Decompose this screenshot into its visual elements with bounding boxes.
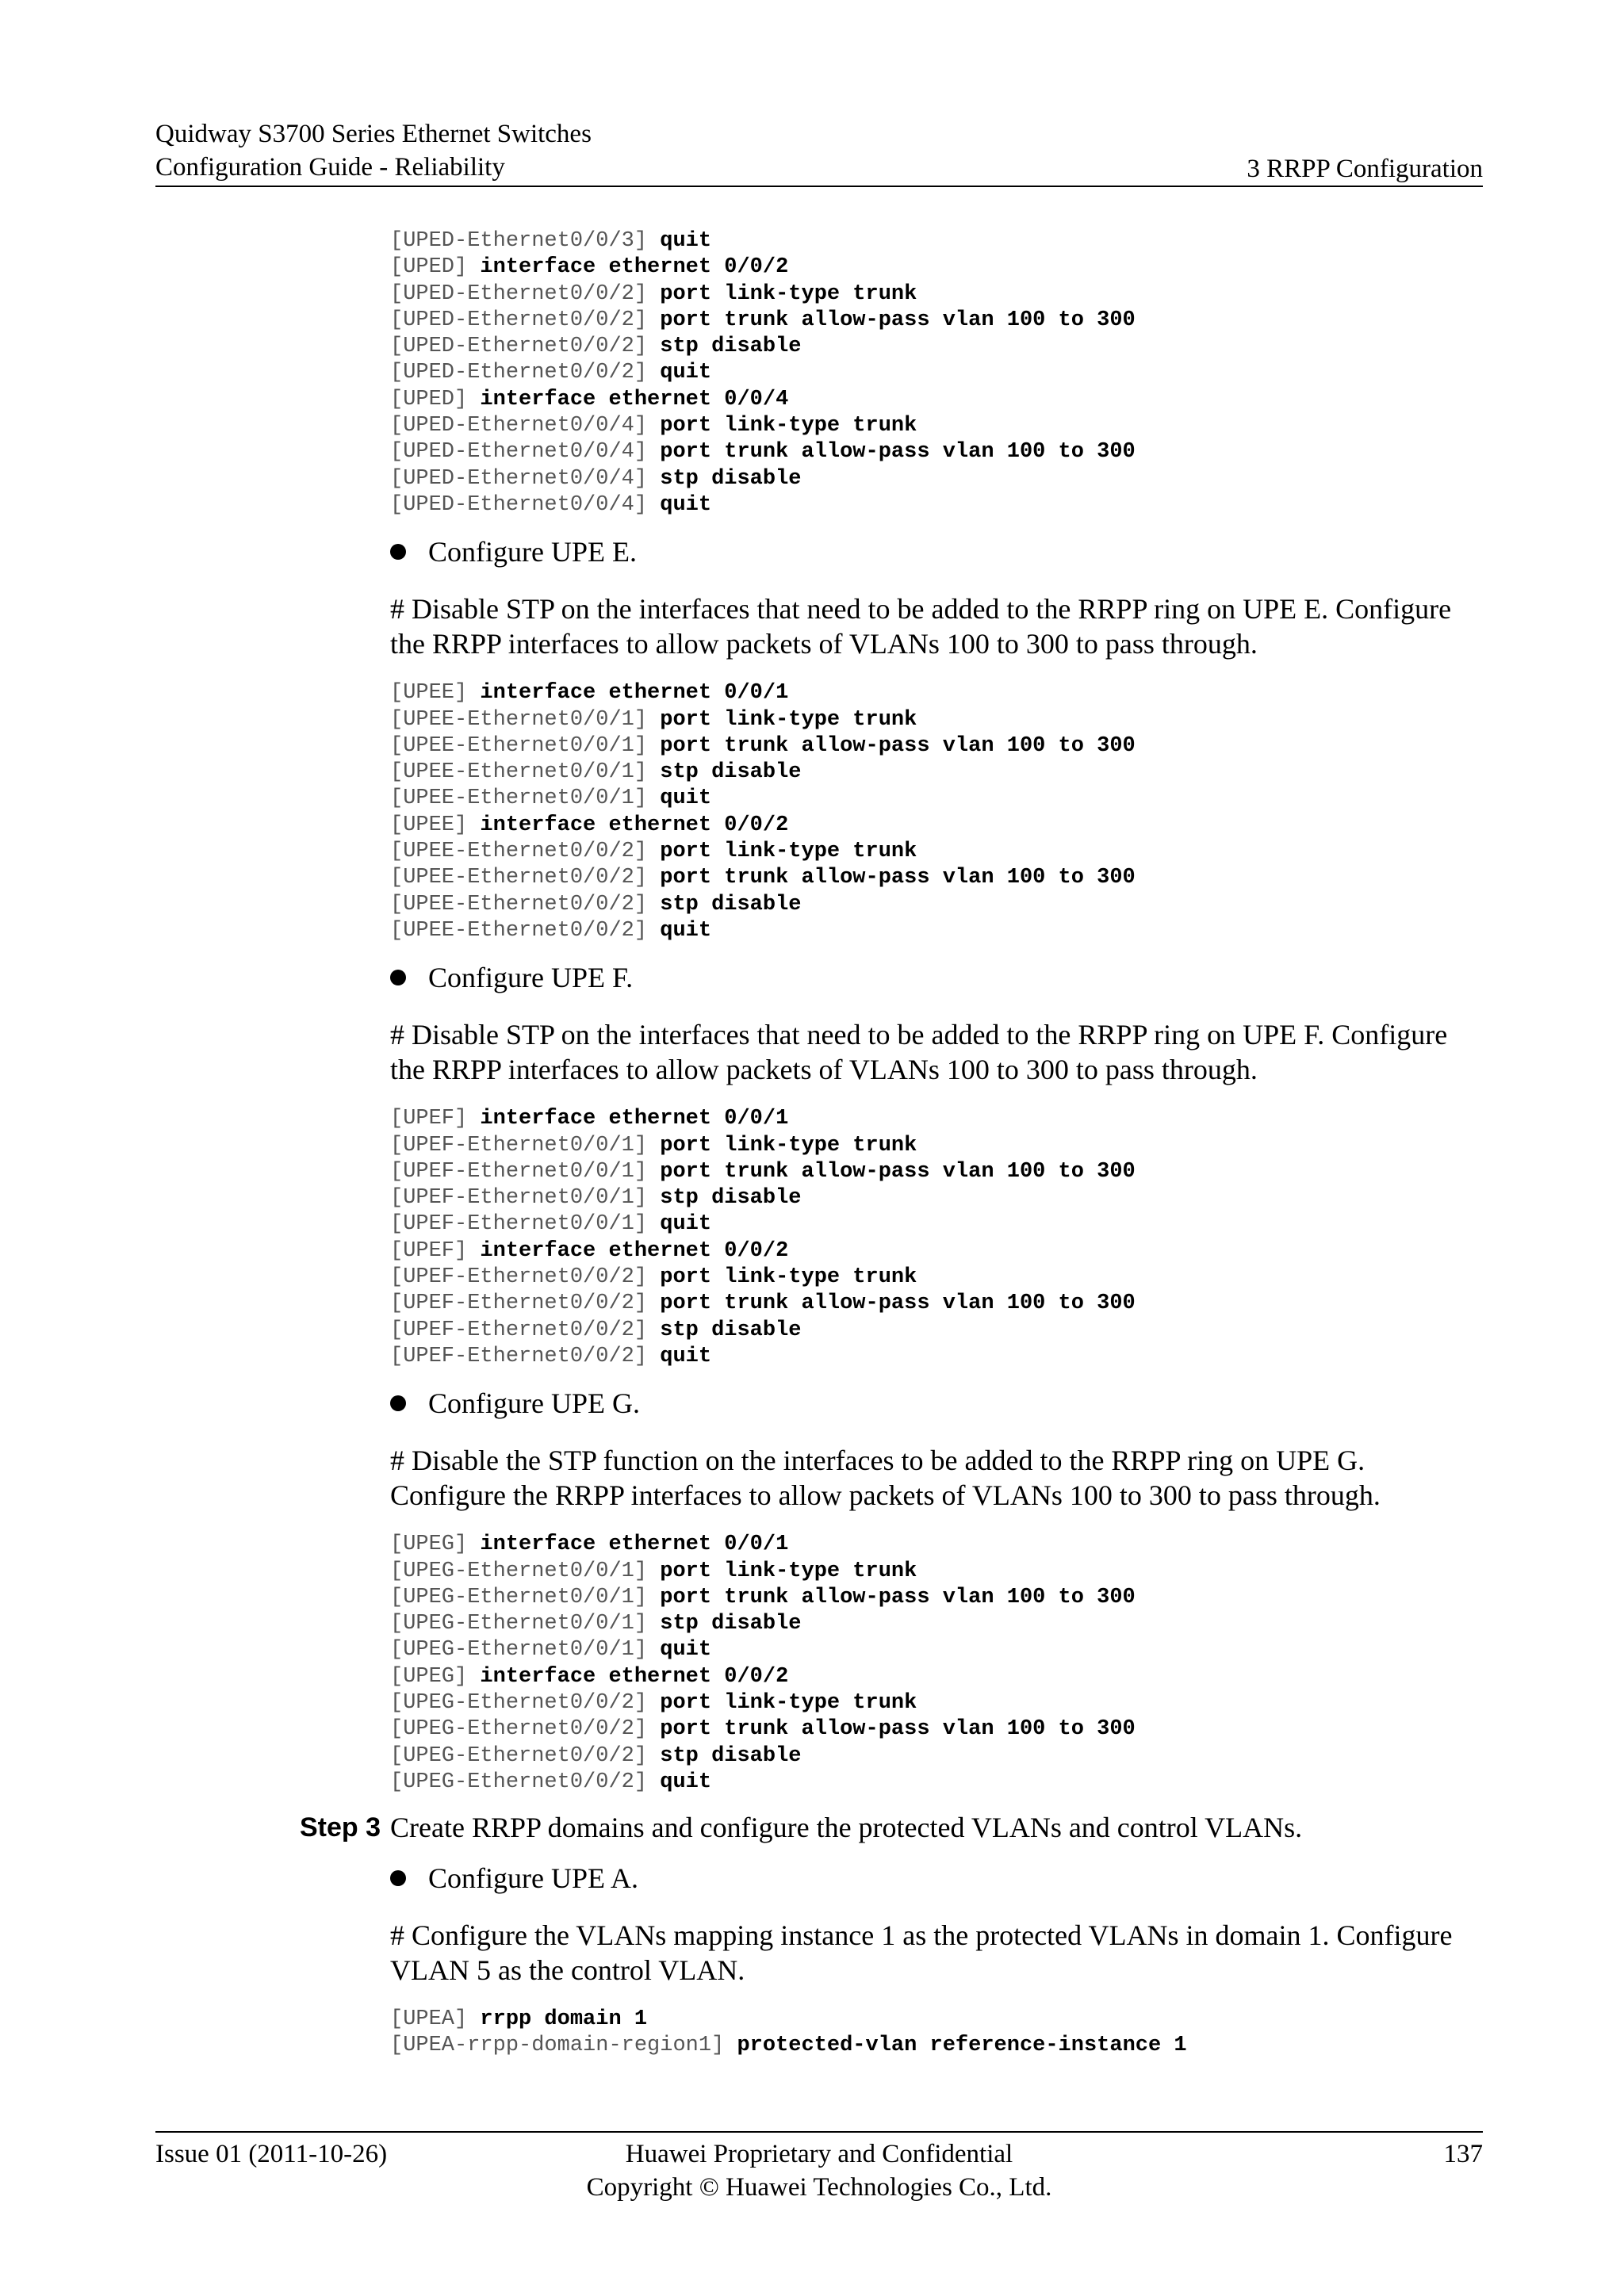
code-command: stp disable <box>660 1743 802 1768</box>
bullet-dot-icon <box>390 544 406 560</box>
code-line <box>390 1770 1483 1796</box>
code-command: interface ethernet 0/0/1 <box>480 1533 789 1557</box>
bullet-configure-upe-a <box>390 1861 1483 1896</box>
code-line <box>390 1318 1483 1344</box>
code-line <box>390 466 1483 492</box>
code-command: quit <box>660 786 712 811</box>
code-prompt: [UPEG] <box>390 1664 468 1689</box>
code-line <box>390 360 1483 386</box>
code-line <box>390 1185 1483 1211</box>
code-command: quit <box>660 492 712 517</box>
bullet-configure-upe-e <box>390 534 1483 569</box>
code-command: port trunk allow-pass vlan 100 to 300 <box>660 1292 1136 1316</box>
bullet-configure-upe-g <box>390 1386 1483 1421</box>
code-command: interface ethernet 0/0/2 <box>480 813 789 837</box>
confidential-notice: Huawei Proprietary and Confidential <box>625 2140 1013 2168</box>
code-line <box>390 492 1483 519</box>
code-command: stp disable <box>660 466 802 491</box>
code-prompt: [UPEA-rrpp-domain-region1] <box>390 2034 725 2058</box>
code-prompt: [UPEG-Ethernet0/0/2] <box>390 1770 648 1794</box>
code-command: interface ethernet 0/0/2 <box>480 255 789 280</box>
paragraph-upe-g: # Disable the STP function on the interfaces to be added to the RRPP ring on UPE G. Configure the RRPP interfaces to allow packets of VLANs 100 to 300 to pass through. <box>390 1445 1381 1512</box>
code-line <box>390 680 1483 706</box>
code-command: interface ethernet 0/0/2 <box>480 1664 789 1689</box>
code-line <box>390 334 1483 360</box>
code-line <box>390 1690 1483 1716</box>
code-command: port link-type trunk <box>660 414 917 438</box>
code-prompt: [UPEG-Ethernet0/0/1] <box>390 1559 648 1583</box>
code-prompt: [UPEE-Ethernet0/0/1] <box>390 786 648 811</box>
code-command: port trunk allow-pass vlan 100 to 300 <box>660 1159 1136 1184</box>
code-prompt: [UPEG-Ethernet0/0/1] <box>390 1585 648 1609</box>
code-prompt: [UPEF-Ethernet0/0/1] <box>390 1133 648 1158</box>
code-command: interface ethernet 0/0/1 <box>480 681 789 706</box>
code-prompt: [UPED-Ethernet0/0/2] <box>390 335 648 359</box>
code-line <box>390 1238 1483 1265</box>
code-prompt: [UPED] <box>390 387 468 411</box>
code-command: port trunk allow-pass vlan 100 to 300 <box>660 440 1136 465</box>
code-command: port link-type trunk <box>660 1133 917 1158</box>
code-prompt: [UPEE] <box>390 681 468 706</box>
code-prompt: [UPEE-Ethernet0/0/2] <box>390 840 648 864</box>
code-line <box>390 439 1483 465</box>
code-command: stp disable <box>660 892 802 916</box>
code-command: quit <box>660 1212 712 1237</box>
code-command: port link-type trunk <box>660 840 917 864</box>
code-command: interface ethernet 0/0/2 <box>480 1238 789 1263</box>
paragraph-upe-f: # Disable STP on the interfaces that need to be added to the RRPP ring on UPE F. Configure the RRPP interfaces to allow packets of VLANs 100 to 300 to pass through. <box>390 1019 1448 1086</box>
bullet-dot-icon <box>390 1870 406 1886</box>
bullet-text: Configure UPE E. <box>428 536 637 568</box>
code-command: port link-type trunk <box>660 1265 917 1290</box>
code-command: rrpp domain 1 <box>480 2007 648 2032</box>
code-command: quit <box>660 361 712 385</box>
code-prompt: [UPED-Ethernet0/0/4] <box>390 414 648 438</box>
doc-product-title: Quidway S3700 Series Ethernet Switches <box>155 120 592 148</box>
bullet-text: Configure UPE G. <box>428 1387 640 1420</box>
code-block-upef <box>390 1106 1483 1370</box>
code-prompt: [UPED-Ethernet0/0/4] <box>390 466 648 491</box>
code-prompt: [UPEG-Ethernet0/0/2] <box>390 1743 648 1768</box>
code-prompt: [UPED-Ethernet0/0/3] <box>390 229 648 253</box>
code-prompt: [UPEF] <box>390 1238 468 1263</box>
code-command: stp disable <box>660 760 802 785</box>
code-command: interface ethernet 0/0/1 <box>480 1107 789 1131</box>
code-prompt: [UPEE-Ethernet0/0/1] <box>390 707 648 732</box>
code-prompt: [UPEF-Ethernet0/0/2] <box>390 1344 648 1368</box>
bullet-configure-upe-f <box>390 960 1483 995</box>
step-3 <box>155 1810 1483 1845</box>
code-line <box>390 786 1483 812</box>
code-block-upea <box>390 2007 1483 2060</box>
code-line <box>390 1291 1483 1317</box>
code-line <box>390 1611 1483 1637</box>
code-prompt: [UPEG] <box>390 1533 468 1557</box>
code-command: quit <box>660 918 712 943</box>
code-line <box>390 1344 1483 1370</box>
code-prompt: [UPEE-Ethernet0/0/1] <box>390 733 648 758</box>
code-line <box>390 1211 1483 1238</box>
code-prompt: [UPEF-Ethernet0/0/1] <box>390 1212 648 1237</box>
code-prompt: [UPEA] <box>390 2007 468 2032</box>
code-command: port link-type trunk <box>660 1690 917 1715</box>
code-command: port trunk allow-pass vlan 100 to 300 <box>660 733 1136 758</box>
code-prompt: [UPEF-Ethernet0/0/1] <box>390 1186 648 1211</box>
code-prompt: [UPEG-Ethernet0/0/2] <box>390 1717 648 1742</box>
code-prompt: [UPED-Ethernet0/0/4] <box>390 440 648 465</box>
code-command: quit <box>660 1638 712 1663</box>
code-line <box>390 254 1483 281</box>
code-command: quit <box>660 229 712 253</box>
bullet-text: Configure UPE A. <box>428 1862 638 1895</box>
code-line <box>390 760 1483 786</box>
code-command: quit <box>660 1344 712 1368</box>
bullet-dot-icon <box>390 1395 406 1411</box>
code-prompt: [UPED] <box>390 255 468 280</box>
code-command: port trunk allow-pass vlan 100 to 300 <box>660 866 1136 890</box>
code-prompt: [UPEE-Ethernet0/0/1] <box>390 760 648 785</box>
code-command: stp disable <box>660 1186 802 1211</box>
code-line <box>390 1532 1483 1558</box>
code-command: interface ethernet 0/0/4 <box>480 387 789 411</box>
code-prompt: [UPEF-Ethernet0/0/2] <box>390 1292 648 1316</box>
code-prompt: [UPED-Ethernet0/0/2] <box>390 308 648 332</box>
code-line <box>390 1265 1483 1291</box>
code-line <box>390 1559 1483 1585</box>
code-prompt: [UPEF-Ethernet0/0/2] <box>390 1318 648 1342</box>
code-line <box>390 387 1483 413</box>
code-command: stp disable <box>660 335 802 359</box>
code-prompt: [UPEG-Ethernet0/0/1] <box>390 1612 648 1636</box>
code-command: port link-type trunk <box>660 1559 917 1583</box>
code-line <box>390 1585 1483 1611</box>
step-label: Step 3 <box>299 1812 381 1843</box>
step-text: Create RRPP domains and configure the protected VLANs and control VLANs. <box>390 1812 1303 1844</box>
code-line <box>390 733 1483 760</box>
section-title: 3 RRPP Configuration <box>1247 155 1483 183</box>
code-line <box>390 865 1483 891</box>
code-line <box>390 1133 1483 1159</box>
code-command: protected-vlan reference-instance 1 <box>737 2034 1187 2058</box>
bullet-text: Configure UPE F. <box>428 962 634 994</box>
code-block-upeg <box>390 1532 1483 1796</box>
code-command: stp disable <box>660 1612 802 1636</box>
code-block-uped <box>390 228 1483 519</box>
code-line <box>390 413 1483 439</box>
code-line <box>390 228 1483 254</box>
code-command: port trunk allow-pass vlan 100 to 300 <box>660 1717 1136 1742</box>
code-line <box>390 1159 1483 1185</box>
page-header <box>155 117 1483 187</box>
code-line <box>390 892 1483 918</box>
bullet-dot-icon <box>390 970 406 985</box>
code-line <box>390 308 1483 334</box>
code-prompt: [UPEE] <box>390 813 468 837</box>
code-prompt: [UPEE-Ethernet0/0/2] <box>390 892 648 916</box>
code-prompt: [UPEE-Ethernet0/0/2] <box>390 866 648 890</box>
code-command: port trunk allow-pass vlan 100 to 300 <box>660 308 1136 332</box>
code-prompt: [UPED-Ethernet0/0/2] <box>390 281 648 306</box>
code-line <box>390 1743 1483 1770</box>
code-command: port trunk allow-pass vlan 100 to 300 <box>660 1585 1136 1609</box>
paragraph-upe-e: # Disable STP on the interfaces that need to be added to the RRPP ring on UPE E. Configure the RRPP interfaces to allow packets of VLANs 100 to 300 to pass through. <box>390 593 1452 660</box>
code-command: stp disable <box>660 1318 802 1342</box>
code-line <box>390 1637 1483 1663</box>
copyright-notice: Copyright © Huawei Technologies Co., Ltd. <box>586 2173 1052 2202</box>
issue-date: Issue 01 (2011-10-26) <box>155 2140 388 2168</box>
code-prompt: [UPEG-Ethernet0/0/1] <box>390 1638 648 1663</box>
page-footer <box>155 2131 1483 2204</box>
code-line <box>390 1106 1483 1132</box>
code-prompt: [UPEF-Ethernet0/0/2] <box>390 1265 648 1290</box>
code-command: quit <box>660 1770 712 1794</box>
code-line <box>390 918 1483 944</box>
code-line <box>390 813 1483 839</box>
code-prompt: [UPEE-Ethernet0/0/2] <box>390 918 648 943</box>
header-left <box>155 117 592 184</box>
code-prompt: [UPEF] <box>390 1107 468 1131</box>
code-line <box>390 281 1483 308</box>
code-prompt: [UPED-Ethernet0/0/2] <box>390 361 648 385</box>
page-number: 137 <box>1443 2140 1483 2168</box>
code-line <box>390 707 1483 733</box>
paragraph-upe-a: # Configure the VLANs mapping instance 1 as the protected VLANs in domain 1. Configure VLAN 5 as the control VLAN. <box>390 1919 1453 1987</box>
code-prompt: [UPEG-Ethernet0/0/2] <box>390 1690 648 1715</box>
code-line <box>390 839 1483 865</box>
code-line <box>390 2007 1483 2033</box>
page-content <box>155 228 1483 2060</box>
code-command: port link-type trunk <box>660 281 917 306</box>
code-line <box>390 1664 1483 1690</box>
doc-guide-title: Configuration Guide - Reliability <box>155 153 505 182</box>
code-line <box>390 1716 1483 1743</box>
code-line <box>390 2033 1483 2059</box>
code-block-upee <box>390 680 1483 944</box>
code-prompt: [UPED-Ethernet0/0/4] <box>390 492 648 517</box>
code-command: port link-type trunk <box>660 707 917 732</box>
code-prompt: [UPEF-Ethernet0/0/1] <box>390 1159 648 1184</box>
